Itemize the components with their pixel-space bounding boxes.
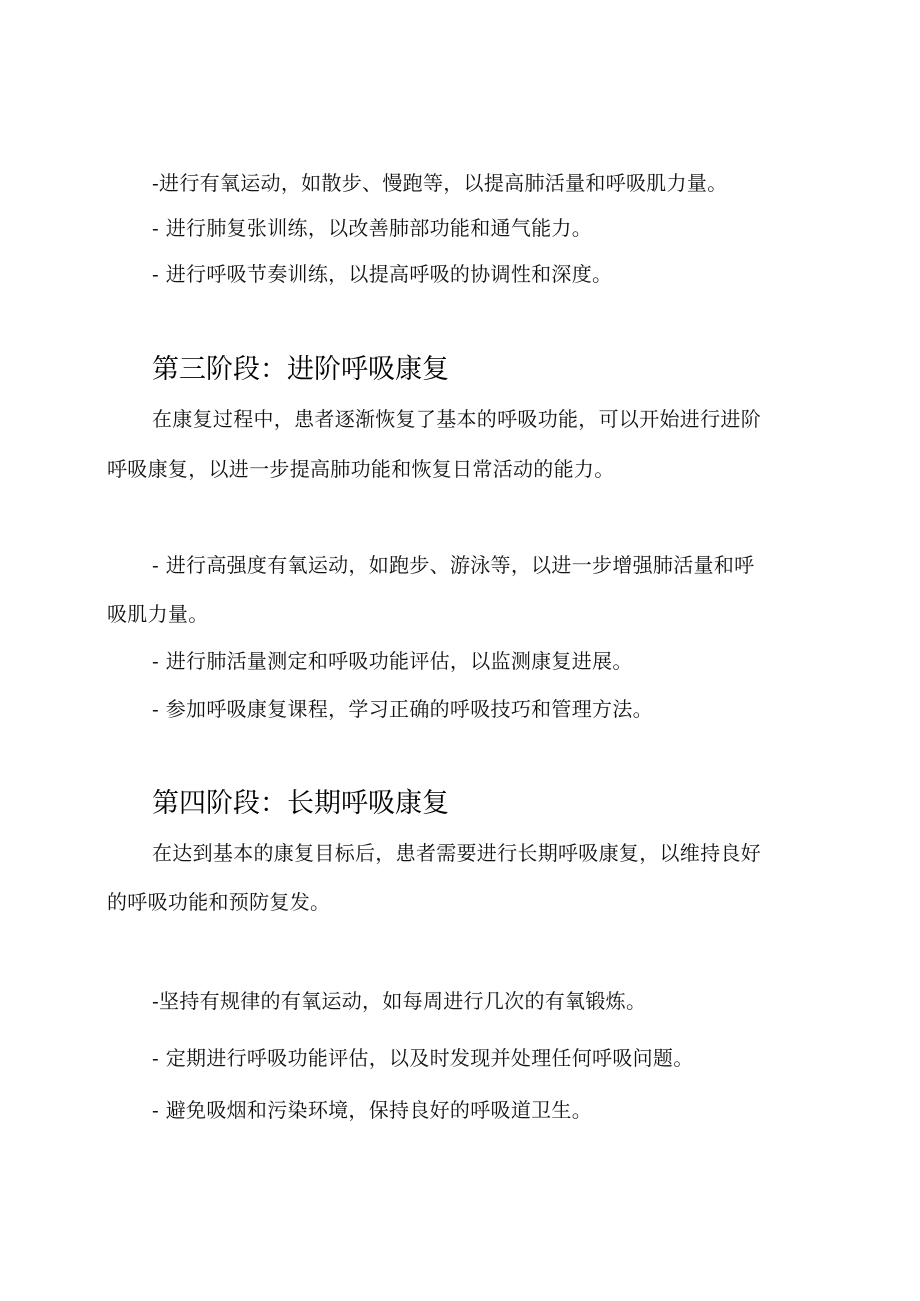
stage4-item3: - 避免吸烟和污染环境，保持良好的呼吸道卫生。: [152, 1098, 593, 1122]
stage2-item-breathing-rhythm: - 进行呼吸节奏训练，以提高呼吸的协调性和深度。: [152, 262, 613, 286]
stage4-intro-line1: 在达到基本的康复目标后，患者需要进行长期呼吸康复，以维持良好: [152, 841, 761, 865]
stage4-heading: 第四阶段：长期呼吸康复: [152, 788, 449, 819]
stage3-item2: - 进行肺活量测定和呼吸功能评估，以监测康复进展。: [152, 649, 633, 673]
stage4-item1: -坚持有规律的有氧运动，如每周进行几次的有氧锻炼。: [152, 989, 647, 1013]
stage3-intro-line2: 呼吸康复，以进一步提高肺功能和恢复日常活动的能力。: [107, 457, 615, 481]
stage3-item1-line2: 吸肌力量。: [107, 602, 209, 626]
stage2-item-aerobic: -进行有氧运动，如散步、慢跑等，以提高肺活量和呼吸肌力量。: [152, 171, 728, 195]
stage3-item3: - 参加呼吸康复课程，学习正确的呼吸技巧和管理方法。: [152, 697, 653, 721]
stage2-item-lung-expansion: - 进行肺复张训练，以改善肺部功能和通气能力。: [152, 216, 593, 240]
stage4-item2: - 定期进行呼吸功能评估，以及时发现并处理任何呼吸问题。: [152, 1046, 694, 1070]
stage3-item1-line1: - 进行高强度有氧运动，如跑步、游泳等，以进一步增强肺活量和呼: [152, 553, 755, 577]
stage4-intro-line2: 的呼吸功能和预防复发。: [107, 890, 331, 914]
stage3-intro-line1: 在康复过程中，患者逐渐恢复了基本的呼吸功能，可以开始进行进阶: [152, 407, 761, 431]
stage3-heading: 第三阶段：进阶呼吸康复: [152, 354, 449, 385]
